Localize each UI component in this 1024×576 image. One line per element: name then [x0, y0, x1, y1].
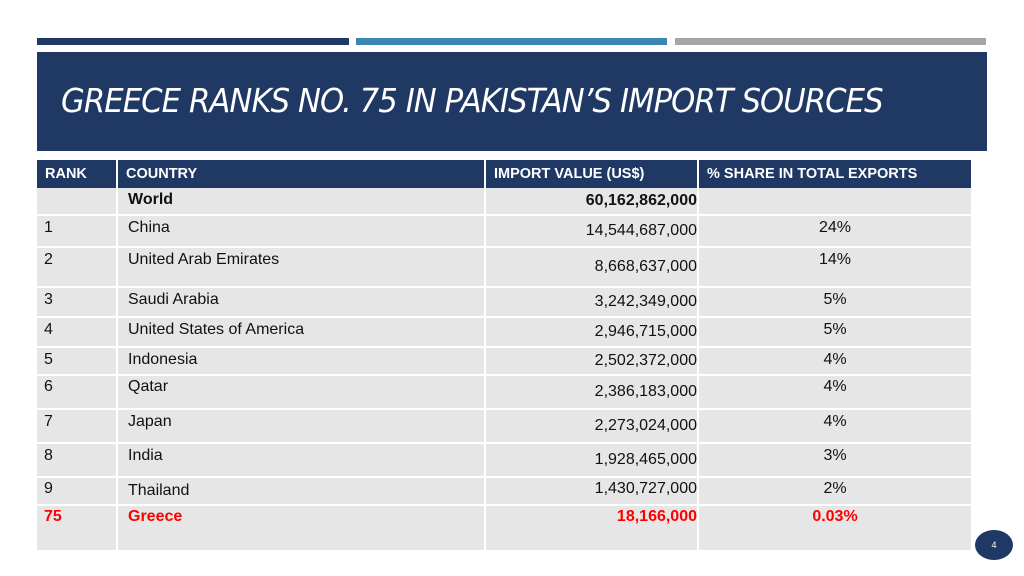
- header-country: COUNTRY: [117, 160, 485, 188]
- table-row-world: [37, 188, 971, 215]
- cell-value: 3,242,349,000: [485, 287, 698, 317]
- header-share: % SHARE IN TOTAL EXPORTS: [698, 160, 971, 188]
- cell-value: 8,668,637,000: [485, 247, 698, 287]
- cell-share: 3%: [698, 443, 971, 477]
- table-row: [37, 443, 971, 477]
- table-row: [37, 215, 971, 247]
- header-import-value: IMPORT VALUE (US$): [485, 160, 698, 188]
- slide-title: GREECE RANKS NO. 75 IN PAKISTAN’S IMPORT SOURCES: [61, 81, 883, 120]
- cell-share: 0.03%: [698, 505, 971, 551]
- cell-share: 14%: [698, 247, 971, 287]
- page-number-badge: 4: [975, 530, 1013, 560]
- cell-share: 24%: [698, 215, 971, 247]
- cell-rank: 8: [37, 443, 117, 477]
- cell-value: 1,928,465,000: [485, 443, 698, 477]
- cell-value: 60,162,862,000: [485, 188, 698, 215]
- table-row: [37, 317, 971, 347]
- header-rank: RANK: [37, 160, 117, 188]
- cell-value: 2,946,715,000: [485, 317, 698, 347]
- cell-country: Qatar: [117, 375, 485, 409]
- cell-country: Greece: [117, 505, 485, 551]
- cell-country: United States of America: [117, 317, 485, 347]
- cell-share: 4%: [698, 347, 971, 375]
- cell-rank: 7: [37, 409, 117, 443]
- cell-rank: 75: [37, 505, 117, 551]
- cell-share: 5%: [698, 317, 971, 347]
- cell-share: 4%: [698, 409, 971, 443]
- table-row: [37, 477, 971, 505]
- cell-country: Japan: [117, 409, 485, 443]
- table-row: [37, 287, 971, 317]
- cell-value: 18,166,000: [485, 505, 698, 551]
- cell-share: [698, 188, 971, 215]
- title-banner: [37, 52, 987, 151]
- accent-bar-gray: [675, 38, 986, 45]
- cell-value: 2,386,183,000: [485, 375, 698, 409]
- cell-value: 1,430,727,000: [485, 477, 698, 505]
- import-sources-table: [37, 160, 971, 552]
- cell-share: 4%: [698, 375, 971, 409]
- cell-rank: 3: [37, 287, 117, 317]
- cell-share: 2%: [698, 477, 971, 505]
- cell-rank: [37, 188, 117, 215]
- cell-value: 14,544,687,000: [485, 215, 698, 247]
- cell-rank: 1: [37, 215, 117, 247]
- table-row: [37, 347, 971, 375]
- table-row: [37, 409, 971, 443]
- cell-country: Thailand: [117, 477, 485, 505]
- cell-rank: 9: [37, 477, 117, 505]
- cell-country: Saudi Arabia: [117, 287, 485, 317]
- cell-rank: 5: [37, 347, 117, 375]
- table-row: [37, 375, 971, 409]
- cell-share: 5%: [698, 287, 971, 317]
- cell-value: 2,502,372,000: [485, 347, 698, 375]
- cell-rank: 2: [37, 247, 117, 287]
- table-header-row: [37, 160, 971, 188]
- accent-bar-blue: [356, 38, 667, 45]
- cell-country: India: [117, 443, 485, 477]
- cell-country: United Arab Emirates: [117, 247, 485, 287]
- cell-rank: 4: [37, 317, 117, 347]
- cell-country: China: [117, 215, 485, 247]
- cell-country: World: [117, 188, 485, 215]
- table-row-greece: [37, 505, 971, 551]
- cell-country: Indonesia: [117, 347, 485, 375]
- table-row: [37, 247, 971, 287]
- accent-bar-navy: [37, 38, 349, 45]
- cell-rank: 6: [37, 375, 117, 409]
- cell-value: 2,273,024,000: [485, 409, 698, 443]
